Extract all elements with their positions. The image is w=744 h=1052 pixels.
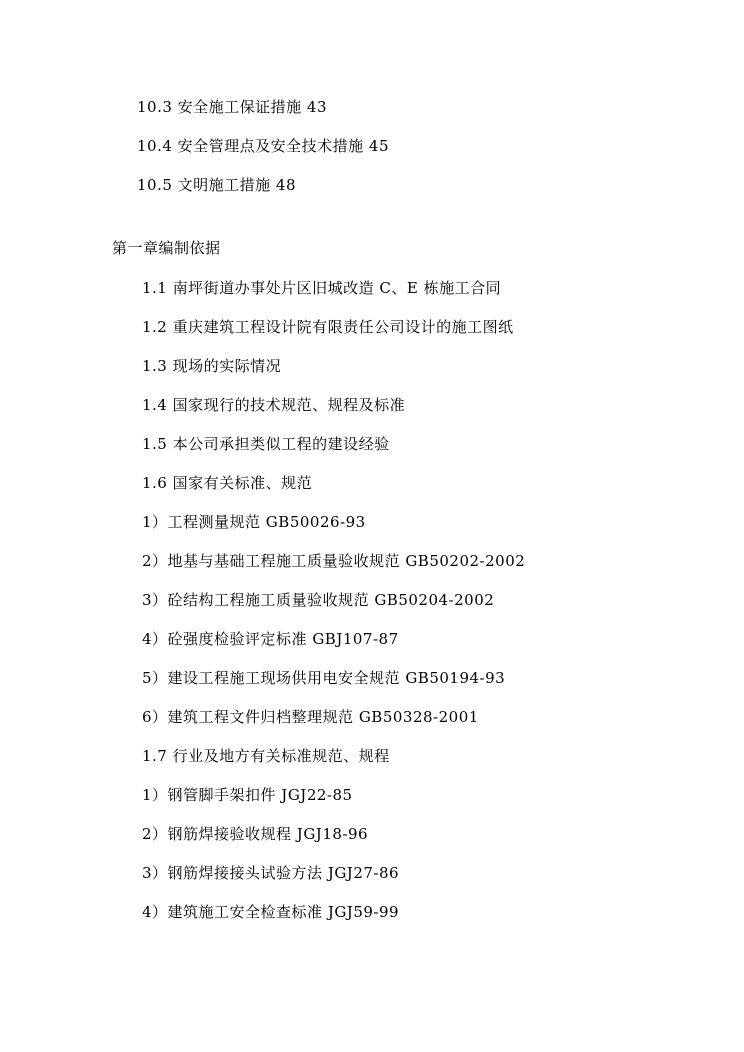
toc-item-10-3: 10.3 安全施工保证措施 43 (137, 98, 328, 116)
basis-item-1-3: 1.3 现场的实际情况 (142, 357, 282, 375)
standard-item: 2）地基与基础工程施工质量验收规范 GB50202-2002 (142, 552, 526, 570)
toc-item-10-5: 10.5 文明施工措施 48 (137, 176, 297, 194)
standard-item: 2）钢筋焊接验收规程 JGJ18-96 (142, 825, 369, 843)
chapter-title: 第一章编制依据 (112, 239, 221, 257)
basis-item-1-6: 1.6 国家有关标准、规范 (142, 474, 313, 492)
standard-item: 5）建设工程施工现场供用电安全规范 GB50194-93 (142, 669, 506, 687)
standard-item: 1）工程测量规范 GB50026-93 (142, 513, 366, 531)
basis-item-1-1: 1.1 南坪街道办事处片区旧城改造 C、E 栋施工合同 (142, 279, 502, 297)
standard-item: 3）砼结构工程施工质量验收规范 GB50204-2002 (142, 591, 495, 609)
standard-item: 1）钢管脚手架扣件 JGJ22-85 (142, 786, 353, 804)
standard-item: 6）建筑工程文件归档整理规范 GB50328-2001 (142, 708, 479, 726)
standard-item: 4）建筑施工安全检查标准 JGJ59-99 (142, 903, 400, 921)
basis-item-1-2: 1.2 重庆建筑工程设计院有限责任公司设计的施工图纸 (142, 318, 514, 336)
basis-item-1-4: 1.4 国家现行的技术规范、规程及标准 (142, 396, 406, 414)
basis-item-1-5: 1.5 本公司承担类似工程的建设经验 (142, 435, 390, 453)
toc-item-10-4: 10.4 安全管理点及安全技术措施 45 (137, 137, 390, 155)
standard-item: 4）砼强度检验评定标准 GBJ107-87 (142, 630, 399, 648)
basis-item-1-7: 1.7 行业及地方有关标准规范、规程 (142, 747, 390, 765)
standard-item: 3）钢筋焊接接头试验方法 JGJ27-86 (142, 864, 400, 882)
